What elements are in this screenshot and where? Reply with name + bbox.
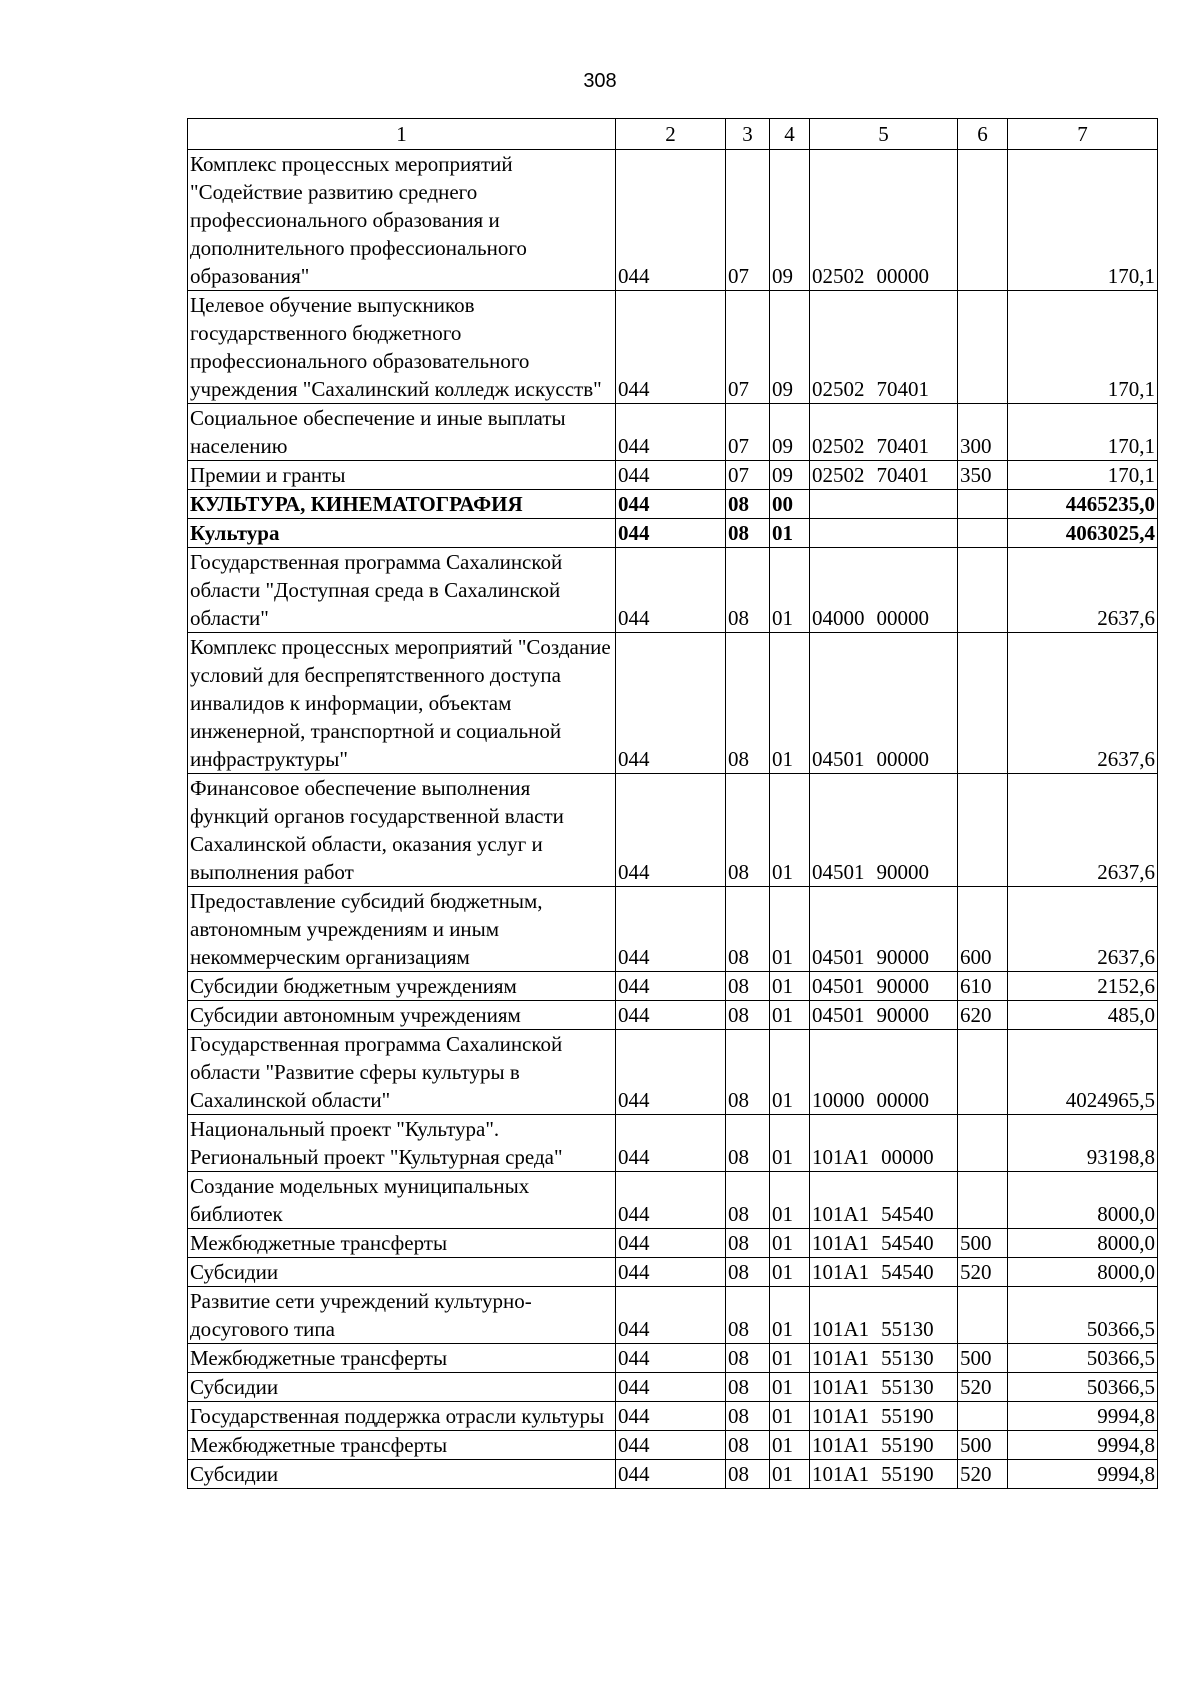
target-article-cell: [810, 887, 958, 972]
table-row: [188, 1344, 1158, 1373]
expense-type-cell: [958, 150, 1008, 291]
row-name-cell: Государственная программа Сахалинской области "Развитие сферы культуры в Сахалинской области": [188, 1030, 616, 1115]
target-article-program: 101А1: [812, 1260, 870, 1284]
grbs-code-cell: 044: [616, 1172, 726, 1229]
target-article-cell: [810, 1172, 958, 1229]
section-code-cell: 08: [726, 633, 770, 774]
target-article-direction: 90000: [876, 1003, 929, 1027]
subsection-code-cell: 01: [770, 1172, 810, 1229]
row-name-cell: Финансовое обеспечение выполнения функций органов государственной власти Сахалинской области, оказания услуг и выполнения работ: [188, 774, 616, 887]
grbs-code-cell: 044: [616, 548, 726, 633]
target-article-direction: 90000: [876, 974, 929, 998]
row-name-cell: Создание модельных муниципальных библиотек: [188, 1172, 616, 1229]
grbs-code-cell: 044: [616, 887, 726, 972]
amount-cell: 9994,8: [1008, 1460, 1158, 1489]
subsection-code-cell: 01: [770, 1030, 810, 1115]
grbs-code-cell: 044: [616, 1373, 726, 1402]
amount-cell: 4063025,4: [1008, 519, 1158, 548]
amount-cell: 9994,8: [1008, 1402, 1158, 1431]
table-row: [188, 972, 1158, 1001]
amount-cell: 2637,6: [1008, 633, 1158, 774]
section-code-cell: 07: [726, 150, 770, 291]
target-article-program: 04501: [812, 860, 865, 884]
grbs-code-cell: 044: [616, 150, 726, 291]
target-article-cell: [810, 461, 958, 490]
grbs-code-cell: 044: [616, 774, 726, 887]
row-name-cell: Культура: [188, 519, 616, 548]
expense-type-cell: 300: [958, 404, 1008, 461]
section-code-cell: 07: [726, 404, 770, 461]
target-article-program: 101А1: [812, 1462, 870, 1486]
expense-type-cell: [958, 774, 1008, 887]
amount-cell: 50366,5: [1008, 1373, 1158, 1402]
header-cell: 2: [616, 119, 726, 150]
target-article-direction: 54540: [881, 1231, 934, 1255]
subsection-code-cell: 01: [770, 548, 810, 633]
row-name-cell: Социальное обеспечение и иные выплаты населению: [188, 404, 616, 461]
expense-type-cell: 520: [958, 1373, 1008, 1402]
target-article-direction: 55190: [881, 1433, 934, 1457]
expense-type-cell: 350: [958, 461, 1008, 490]
subsection-code-cell: 01: [770, 887, 810, 972]
subsection-code-cell: 01: [770, 1431, 810, 1460]
target-article-direction: 55130: [881, 1317, 934, 1341]
target-article-cell: [810, 404, 958, 461]
row-name-cell: Комплекс процессных мероприятий "Создание условий для беспрепятственного доступа инвалидов к информации, объектам инженерной, транспортной и социальной инфраструктуры": [188, 633, 616, 774]
target-article-direction: 00000: [876, 606, 929, 630]
section-code-cell: 08: [726, 1460, 770, 1489]
grbs-code-cell: 044: [616, 633, 726, 774]
subsection-code-cell: 01: [770, 1115, 810, 1172]
row-name-cell: Субсидии автономным учреждениям: [188, 1001, 616, 1030]
amount-cell: 8000,0: [1008, 1172, 1158, 1229]
expense-type-cell: [958, 490, 1008, 519]
amount-cell: 8000,0: [1008, 1229, 1158, 1258]
subsection-code-cell: 01: [770, 1001, 810, 1030]
section-code-cell: 08: [726, 1373, 770, 1402]
target-article-cell: [810, 972, 958, 1001]
table-row: [188, 1172, 1158, 1229]
grbs-code-cell: 044: [616, 1431, 726, 1460]
subsection-code-cell: 09: [770, 150, 810, 291]
table-row: [188, 1460, 1158, 1489]
target-article-cell: [810, 1115, 958, 1172]
grbs-code-cell: 044: [616, 1030, 726, 1115]
row-name-cell: Национальный проект "Культура". Региональный проект "Культурная среда": [188, 1115, 616, 1172]
budget-table: [187, 118, 1158, 1489]
amount-cell: 8000,0: [1008, 1258, 1158, 1287]
target-article-cell: [810, 548, 958, 633]
grbs-code-cell: 044: [616, 461, 726, 490]
table-row: [188, 1287, 1158, 1344]
row-name-cell: Комплекс процессных мероприятий "Содействие развитию среднего профессионального образования и дополнительного профессионального образования": [188, 150, 616, 291]
target-article-direction: 54540: [881, 1260, 934, 1284]
section-code-cell: 08: [726, 548, 770, 633]
expense-type-cell: [958, 548, 1008, 633]
row-name-cell: Государственная программа Сахалинской области "Доступная среда в Сахалинской области": [188, 548, 616, 633]
subsection-code-cell: 09: [770, 461, 810, 490]
table-row: [188, 1001, 1158, 1030]
expense-type-cell: 500: [958, 1431, 1008, 1460]
section-code-cell: 08: [726, 1431, 770, 1460]
target-article-direction: 00000: [876, 1088, 929, 1112]
row-name-cell: Межбюджетные трансферты: [188, 1344, 616, 1373]
row-name-cell: Премии и гранты: [188, 461, 616, 490]
target-article-program: 04501: [812, 945, 865, 969]
amount-cell: 170,1: [1008, 461, 1158, 490]
table-row: [188, 548, 1158, 633]
amount-cell: 2637,6: [1008, 887, 1158, 972]
grbs-code-cell: 044: [616, 1258, 726, 1287]
target-article-direction: 55190: [881, 1404, 934, 1428]
section-code-cell: 08: [726, 887, 770, 972]
section-code-cell: 08: [726, 1001, 770, 1030]
subsection-code-cell: 00: [770, 490, 810, 519]
target-article-cell: [810, 1402, 958, 1431]
expense-type-cell: 500: [958, 1229, 1008, 1258]
target-article-cell: [810, 1287, 958, 1344]
section-code-cell: 08: [726, 519, 770, 548]
subsection-code-cell: 01: [770, 774, 810, 887]
table-row: [188, 1030, 1158, 1115]
expense-type-cell: [958, 1115, 1008, 1172]
amount-cell: 2152,6: [1008, 972, 1158, 1001]
target-article-program: 04501: [812, 974, 865, 998]
grbs-code-cell: 044: [616, 519, 726, 548]
amount-cell: 93198,8: [1008, 1115, 1158, 1172]
target-article-program: 02502: [812, 434, 865, 458]
expense-type-cell: 610: [958, 972, 1008, 1001]
target-article-cell: [810, 1001, 958, 1030]
target-article-program: 101А1: [812, 1346, 870, 1370]
subsection-code-cell: 01: [770, 1402, 810, 1431]
target-article-direction: 70401: [876, 434, 929, 458]
grbs-code-cell: 044: [616, 1402, 726, 1431]
subsection-code-cell: 01: [770, 972, 810, 1001]
target-article-program: 101А1: [812, 1404, 870, 1428]
subsection-code-cell: 01: [770, 1258, 810, 1287]
table-row: [188, 1373, 1158, 1402]
amount-cell: 2637,6: [1008, 548, 1158, 633]
target-article-program: 101А1: [812, 1317, 870, 1341]
target-article-program: 02502: [812, 463, 865, 487]
target-article-cell: [810, 1431, 958, 1460]
target-article-direction: 90000: [876, 860, 929, 884]
row-name-cell: Межбюджетные трансферты: [188, 1431, 616, 1460]
target-article-cell: [810, 150, 958, 291]
grbs-code-cell: 044: [616, 1460, 726, 1489]
subsection-code-cell: 01: [770, 633, 810, 774]
target-article-direction: 70401: [876, 463, 929, 487]
table-row: [188, 774, 1158, 887]
table-row: [188, 519, 1158, 548]
grbs-code-cell: 044: [616, 490, 726, 519]
table-row: [188, 1115, 1158, 1172]
row-name-cell: Субсидии: [188, 1258, 616, 1287]
header-cell: 1: [188, 119, 616, 150]
expense-type-cell: 520: [958, 1258, 1008, 1287]
table-row: [188, 291, 1158, 404]
table-row: [188, 1258, 1158, 1287]
row-name-cell: КУЛЬТУРА, КИНЕМАТОГРАФИЯ: [188, 490, 616, 519]
header-cell: 5: [810, 119, 958, 150]
row-name-cell: Развитие сети учреждений культурно-досугового типа: [188, 1287, 616, 1344]
amount-cell: 50366,5: [1008, 1344, 1158, 1373]
row-name-cell: Субсидии: [188, 1373, 616, 1402]
section-code-cell: 07: [726, 291, 770, 404]
grbs-code-cell: 044: [616, 291, 726, 404]
subsection-code-cell: 01: [770, 1287, 810, 1344]
subsection-code-cell: 01: [770, 1344, 810, 1373]
target-article-program: 02502: [812, 264, 865, 288]
grbs-code-cell: 044: [616, 404, 726, 461]
table-row: [188, 887, 1158, 972]
section-code-cell: 08: [726, 1344, 770, 1373]
target-article-direction: 55130: [881, 1346, 934, 1370]
target-article-cell: [810, 1258, 958, 1287]
target-article-direction: 00000: [876, 747, 929, 771]
expense-type-cell: 600: [958, 887, 1008, 972]
amount-cell: 4024965,5: [1008, 1030, 1158, 1115]
target-article-cell: [810, 1344, 958, 1373]
target-article-direction: 54540: [881, 1202, 934, 1226]
row-name-cell: Субсидии бюджетным учреждениям: [188, 972, 616, 1001]
row-name-cell: Межбюджетные трансферты: [188, 1229, 616, 1258]
target-article-cell: [810, 490, 958, 519]
section-code-cell: 08: [726, 1402, 770, 1431]
target-article-cell: [810, 1030, 958, 1115]
amount-cell: 485,0: [1008, 1001, 1158, 1030]
target-article-direction: 00000: [876, 264, 929, 288]
subsection-code-cell: 01: [770, 1373, 810, 1402]
table-row: [188, 1431, 1158, 1460]
amount-cell: 170,1: [1008, 291, 1158, 404]
subsection-code-cell: 01: [770, 1460, 810, 1489]
target-article-program: 101А1: [812, 1202, 870, 1226]
grbs-code-cell: 044: [616, 1344, 726, 1373]
page-number: 308: [583, 70, 617, 92]
target-article-cell: [810, 774, 958, 887]
grbs-code-cell: 044: [616, 1287, 726, 1344]
expense-type-cell: 500: [958, 1344, 1008, 1373]
target-article-program: 04501: [812, 1003, 865, 1027]
expense-type-cell: [958, 1030, 1008, 1115]
target-article-program: 101А1: [812, 1145, 870, 1169]
row-name-cell: Предоставление субсидий бюджетным, автономным учреждениям и иным некоммерческим организациям: [188, 887, 616, 972]
section-code-cell: 08: [726, 1172, 770, 1229]
target-article-program: 101А1: [812, 1433, 870, 1457]
header-cell: 6: [958, 119, 1008, 150]
target-article-direction: 00000: [881, 1145, 934, 1169]
subsection-code-cell: 09: [770, 404, 810, 461]
section-code-cell: 08: [726, 1287, 770, 1344]
amount-cell: 170,1: [1008, 404, 1158, 461]
target-article-program: 02502: [812, 377, 865, 401]
amount-cell: 4465235,0: [1008, 490, 1158, 519]
table-row: [188, 490, 1158, 519]
expense-type-cell: [958, 1172, 1008, 1229]
target-article-cell: [810, 1373, 958, 1402]
row-name-cell: Государственная поддержка отрасли культуры: [188, 1402, 616, 1431]
target-article-program: 101А1: [812, 1231, 870, 1255]
table-row: [188, 404, 1158, 461]
table-row: [188, 633, 1158, 774]
target-article-direction: 55130: [881, 1375, 934, 1399]
target-article-direction: 55190: [881, 1462, 934, 1486]
target-article-cell: [810, 519, 958, 548]
expense-type-cell: [958, 291, 1008, 404]
expense-type-cell: [958, 1402, 1008, 1431]
target-article-cell: [810, 1229, 958, 1258]
target-article-direction: 90000: [876, 945, 929, 969]
section-code-cell: 08: [726, 774, 770, 887]
row-name-cell: Целевое обучение выпускников государственного бюджетного профессионального образовательного учреждения "Сахалинский колледж искусств": [188, 291, 616, 404]
expense-type-cell: [958, 519, 1008, 548]
amount-cell: 2637,6: [1008, 774, 1158, 887]
subsection-code-cell: 09: [770, 291, 810, 404]
expense-type-cell: 520: [958, 1460, 1008, 1489]
subsection-code-cell: 01: [770, 1229, 810, 1258]
target-article-cell: [810, 633, 958, 774]
grbs-code-cell: 044: [616, 1001, 726, 1030]
header-cell: 3: [726, 119, 770, 150]
section-code-cell: 07: [726, 461, 770, 490]
target-article-program: 04000: [812, 606, 865, 630]
grbs-code-cell: 044: [616, 1229, 726, 1258]
expense-type-cell: [958, 1287, 1008, 1344]
table-row: [188, 1402, 1158, 1431]
amount-cell: 50366,5: [1008, 1287, 1158, 1344]
target-article-cell: [810, 291, 958, 404]
amount-cell: 9994,8: [1008, 1431, 1158, 1460]
expense-type-cell: 620: [958, 1001, 1008, 1030]
section-code-cell: 08: [726, 1229, 770, 1258]
header-cell: 4: [770, 119, 810, 150]
amount-cell: 170,1: [1008, 150, 1158, 291]
grbs-code-cell: 044: [616, 1115, 726, 1172]
target-article-direction: 70401: [876, 377, 929, 401]
table-row: [188, 1229, 1158, 1258]
target-article-program: 10000: [812, 1088, 865, 1112]
section-code-cell: 08: [726, 490, 770, 519]
target-article-cell: [810, 1460, 958, 1489]
table-header-row: [188, 119, 1158, 150]
table-body: [188, 119, 1158, 1489]
target-article-program: 101А1: [812, 1375, 870, 1399]
header-cell: 7: [1008, 119, 1158, 150]
subsection-code-cell: 01: [770, 519, 810, 548]
section-code-cell: 08: [726, 1030, 770, 1115]
table-row: [188, 150, 1158, 291]
row-name-cell: Субсидии: [188, 1460, 616, 1489]
section-code-cell: 08: [726, 972, 770, 1001]
target-article-program: 04501: [812, 747, 865, 771]
section-code-cell: 08: [726, 1115, 770, 1172]
table-row: [188, 461, 1158, 490]
grbs-code-cell: 044: [616, 972, 726, 1001]
section-code-cell: 08: [726, 1258, 770, 1287]
expense-type-cell: [958, 633, 1008, 774]
